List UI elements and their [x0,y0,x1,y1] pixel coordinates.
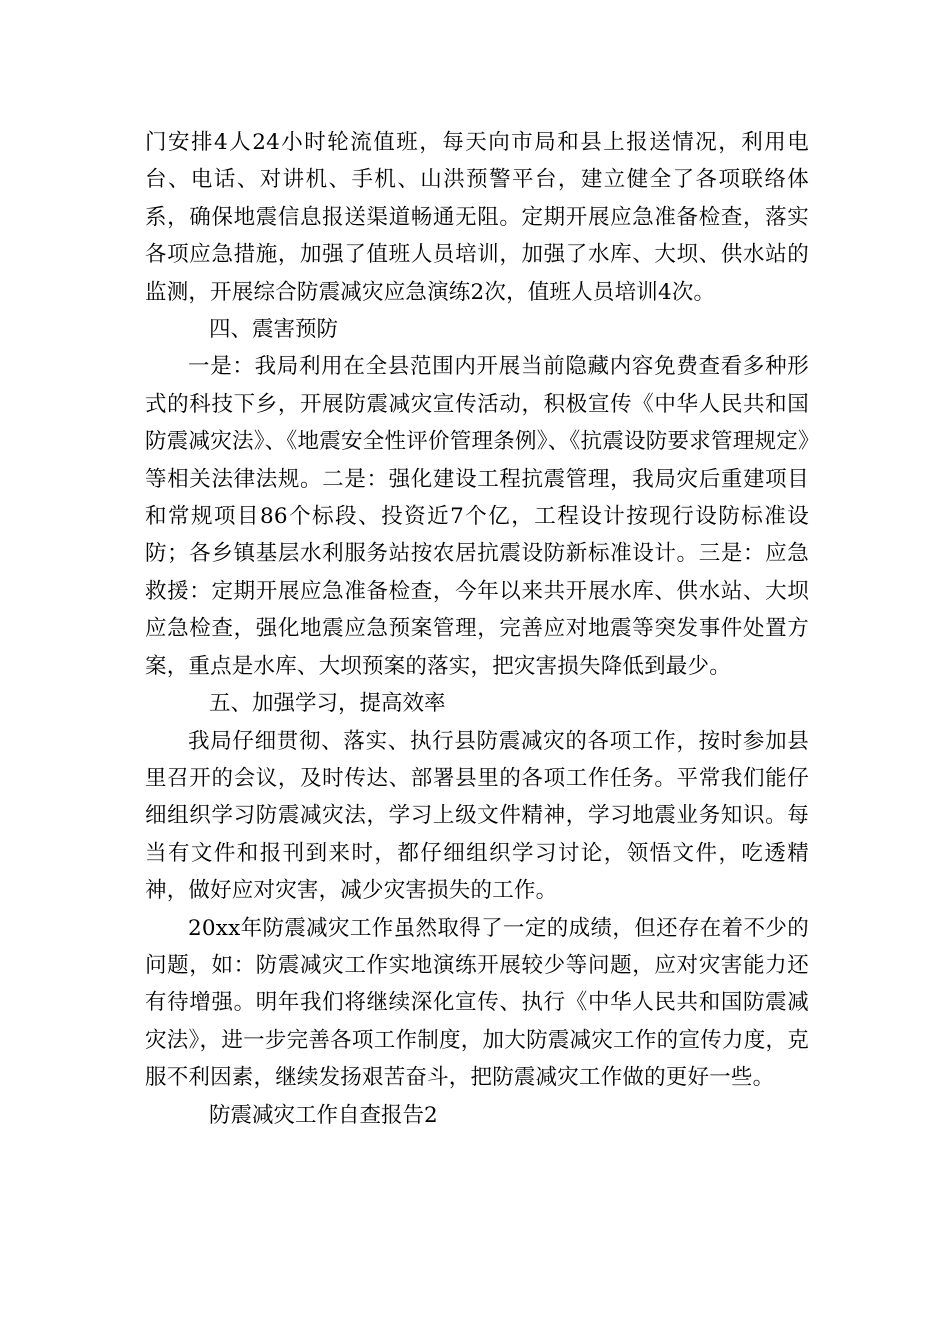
paragraph-earthquake-prevention: 一是：我局利用在全县范围内开展当前隐藏内容免费查看多种形式的科技下乡，开展防震减灾宣传活动，积极宣传《中华人民共和国防震减灾法》、《地震安全性评价管理条例》、《抗震设防要求管理规定》等相关法律法规。二是：强化建设工程抗震管理，我局灾后重建项目和常规项目86个标段、投资近7个亿，工程设计按现行设防标准设防；各乡镇基层水利服务站按农居抗震设防新标准设计。三是：应急救援：定期开展应急准备检查，今年以来共开展水库、供水站、大坝应急检查，强化地震应急预案管理，完善应对地震等突发事件处置方案，重点是水库、大坝预案的落实，把灾害损失降低到最少。 [145,354,809,679]
section-heading-study-efficiency: 五、加强学习，提高效率 [209,691,446,717]
report-title-2: 防震减灾工作自查报告2 [209,1102,438,1128]
paragraph-duty-arrangements: 门安排4人24小时轮流值班，每天向市局和县上报送情况，利用电台、电话、对讲机、手机、山洪预警平台，建立健全了各项联络体系，确保地震信息报送渠道畅通无阻。定期开展应急准备检查，落实各项应急措施，加强了值班人员培训，加强了水库、大坝、供水站的监测，开展综合防震减灾应急演练2次，值班人员培训4次。 [145,130,809,305]
paragraph-summary: 20xx年防震减灾工作虽然取得了一定的成绩，但还存在着不少的问题，如：防震减灾工作实地演练开展较少等问题，应对灾害能力还有待增强。明年我们将继续深化宣传、执行《中华人民共和国防震减灾法》，进一步完善各项工作制度，加大防震减灾工作的宣传力度，克服不利因素，继续发扬艰苦奋斗，把防震减灾工作做的更好一些。 [145,915,809,1091]
paragraph-study-efficiency: 我局仔细贯彻、落实、执行县防震减灾的各项工作，按时参加县里召开的会议，及时传达、部署县里的各项工作任务。平常我们能仔细组织学习防震减灾法，学习上级文件精神，学习地震业务知识。每当有文件和报刊到来时，都仔细组织学习讨论，领悟文件，吃透精神，做好应对灾害，减少灾害损失的工作。 [145,728,809,904]
document-body [145,124,809,1134]
section-heading-earthquake-prevention: 四、震害预防 [209,317,339,343]
